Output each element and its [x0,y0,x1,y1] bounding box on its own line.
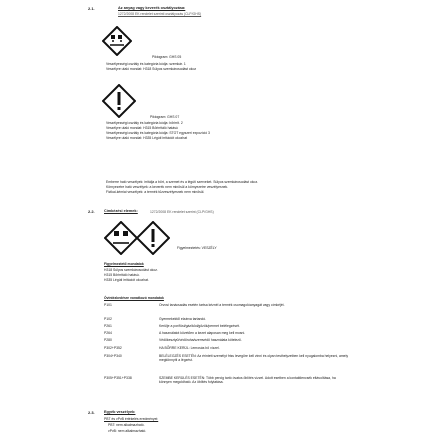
precaution-row [104,331,344,336]
precaution-row [104,317,344,322]
exclamation-pictogram-icon [102,84,136,118]
precaution-text: HA BŐRRE KERÜL: Lemosás bő vízzel. [159,346,220,350]
hazard-statement-line: Veszélyre utaló mondat: H335 Légúti irritációt okozhat [106,136,188,140]
precaution-code: P302+P352 [104,346,122,350]
section-subheading: 1272/2008 EK rendelet szerint (CLP/GHS) [150,210,214,214]
effects-line: Környezetre ható veszélyek: a keverék nem minősül a környezetre veszélyesnek. [106,185,229,189]
precaution-code: P264 [104,331,112,335]
section-heading: Az anyag vagy keverék osztályozása: [118,6,186,10]
hazard-line: H315 Bőrirritáló hatású. [104,273,140,277]
precaution-code: P102 [104,317,112,321]
section-number: 2.1. [88,6,95,11]
section-heading: Egyéb veszélyek: [104,410,136,414]
signal-word: Figyelmeztetés: VESZÉLY [177,246,217,250]
precaution-text: A használatot követően a kezet alaposan meg kell mosni. [159,331,246,335]
classification-line: Veszélyességi osztály és kategória kódja: bőrirrit. 2 [106,121,183,125]
precaution-row [104,346,344,351]
classification-line: Veszélyességi osztály és kategória kódja: szemkár. 1 [106,62,186,66]
hazard-statement-line: Veszélyre utaló mondat: H318 Súlyos szemkárosodást okoz [106,67,197,71]
hazard-statement-line: Veszélyre utaló mondat: H315 Bőrirritáló hatású [106,126,178,130]
section-number: 2.2. [88,209,95,214]
exclamation-pictogram-icon [136,221,170,255]
precaution-text: Orvosi tanácsadás esetén tartsa kéznél a termék csomagolóanyagát vagy címkéjét. [159,303,285,307]
classification-line: Veszélyességi osztály és kategória kódja: STOT egyszeri expozíció 3 [106,131,210,135]
precaution-text: Gyermekektől elzárva tartandó. [159,317,207,321]
precaution-text: BELÉLEGZÉS ESETÉN: Az érintett személyt friss levegőre kell vinni és olyan testhelyzetben kell nyugalomba helyezni, amely megkönnyíti a légzést. [159,354,349,363]
section-number: 2.3. [88,410,95,415]
precaution-code: P280 [104,338,112,342]
other-hazards-line: PBT és vPvB értékelés eredményei: [104,417,159,421]
effects-line: Emberre ható veszélyek: irritálja a bőrt, a szemet és a légúti szerveket. Súlyos szemkárosodást okoz. [106,180,259,184]
precaution-code: P261 [104,324,112,328]
precaution-code: P304+P340 [104,354,122,358]
section-heading: Címkézési elemek: [104,209,138,213]
effects-line: Fizikai-kémiai veszélyek: a termék tűzveszélyesnek nem minősül. [106,190,205,194]
precaution-text: Kerülje a por/füst/gáz/köd/gőzök/permet belélegzését. [159,324,240,328]
precaution-row [104,376,344,385]
precaution-row [104,354,349,363]
precaution-code: P101 [104,303,112,307]
other-hazards-line: vPvB: nem alkalmazható. [108,429,147,433]
pictogram-label: Piktogram: GHS 05 [152,55,182,59]
hazard-line: H335 Légúti irritációt okozhat. [104,278,149,282]
precaution-row [104,338,344,343]
corrosion-pictogram-icon [102,26,132,56]
precaution-code: P305+P351+P338 [104,376,132,380]
precaution-table [104,303,349,413]
precaution-row [104,324,344,329]
hazard-line: H318 Súlyos szemkárosodást okoz. [104,268,158,272]
section-subheading: 1272/2008 EK rendelet szerinti osztályozás (CLP/GHS) [118,12,202,16]
hazard-title: Figyelmeztető mondatok [104,262,144,266]
precaution-row [104,303,344,308]
corrosion-pictogram-icon [104,221,138,255]
pictogram-label: Piktogram: GHS 07 [150,115,180,119]
precaution-title: Óvintézkedésre vonatkozó mondatok [104,296,164,300]
precaution-text: Védőkesztyű/védőruha/szemvédő használata kötelező. [159,338,242,342]
precaution-text: SZEMBE KERÜLÉS ESETÉN: Több percig tartó óvatos öblítés vízzel. Adott esetben a kontaktlencsék eltávolítása, ha könnyen megoldható. Az öblítés folytatása. [159,376,336,385]
other-hazards-line: PBT: nem alkalmazható. [108,423,145,427]
